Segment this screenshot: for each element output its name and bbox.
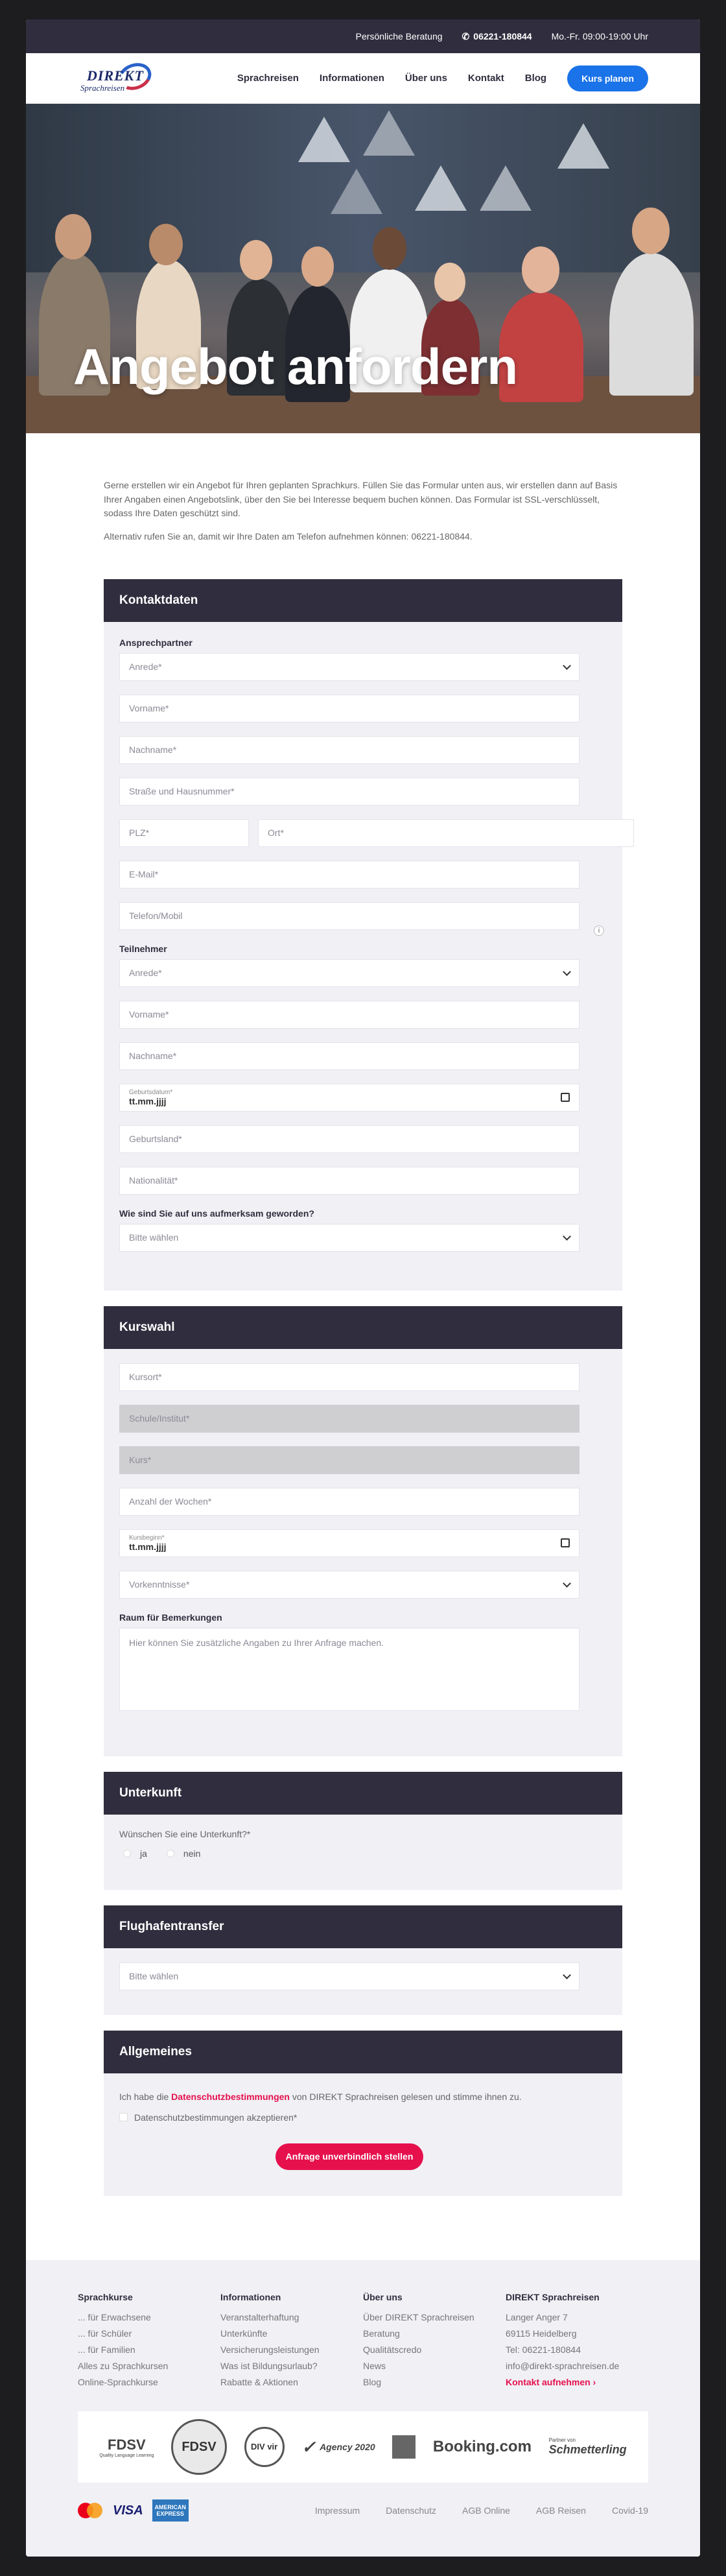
logo[interactable]	[78, 61, 156, 96]
phone-number: 06221-180844	[473, 31, 532, 42]
footer-col-information	[220, 2289, 363, 2391]
wall-triangle	[480, 165, 532, 211]
accommodation-section-title: Unterkunft	[104, 1772, 622, 1815]
logo-main-text: DIREKT	[87, 67, 144, 84]
birthdate-label: Geburtsdatum*	[129, 1088, 173, 1096]
accommodation-section	[104, 1772, 622, 1890]
prior-knowledge-value: Vorkenntnisse*	[129, 1579, 190, 1590]
visa-icon: VISA	[113, 2503, 143, 2518]
chevron-down-icon	[563, 1971, 571, 1979]
footer-link[interactable]: Rabatte & Aktionen	[220, 2377, 298, 2387]
wall-triangle	[298, 117, 350, 162]
email-input[interactable]: E-Mail*	[119, 861, 580, 888]
hero-person-head	[373, 227, 406, 270]
weeks-input[interactable]: Anzahl der Wochen*	[119, 1488, 580, 1516]
fdsv-logo	[99, 2437, 154, 2458]
square-logo	[392, 2435, 416, 2459]
privacy-checkbox-label: Datenschutzbestimmungen akzeptieren*	[134, 2112, 298, 2123]
source-label: Wie sind Sie auf uns aufmerksam geworden?	[119, 1208, 314, 1219]
footer-col-company	[506, 2289, 648, 2391]
city-input[interactable]: Ort*	[258, 819, 634, 847]
contact-cta-label: Kontakt aufnehmen	[506, 2377, 591, 2387]
consent-pre: Ich habe die	[119, 2091, 172, 2102]
info-icon[interactable]: i	[594, 925, 604, 936]
school-input: Schule/Institut*	[119, 1405, 580, 1433]
footer-col-title: Sprachkurse	[78, 2292, 133, 2302]
transfer-section-title: Flughafentransfer	[104, 1905, 622, 1948]
terms-travel-link[interactable]: AGB Reisen	[535, 2505, 586, 2516]
hero-person-head	[434, 263, 465, 302]
intro-paragraph: Gerne erstellen wir ein Angebot für Ihren geplanten Sprachkurs. Füllen Sie das Formular unten aus, wir erstellen dann auf Basis Ihrer Angaben einen Angebotslink, über den Sie bei Interesse bequem buchen können. Das Formular ist SSL-verschlüsselt, sodass Ihre Daten geschützt sind.	[104, 480, 618, 519]
page-frame	[26, 19, 700, 2557]
course-start-input[interactable]	[119, 1529, 580, 1557]
accommodation-question: Wünschen Sie eine Unterkunft?*	[119, 1828, 251, 1839]
top-bar	[26, 19, 700, 53]
salutation-value: Anrede*	[129, 662, 162, 673]
footer-email[interactable]: info@direkt-sprachreisen.de	[506, 2361, 620, 2371]
hero-person-head	[240, 240, 272, 280]
amex-icon: AMERICAN EXPRESS	[152, 2499, 189, 2522]
privacy-consent-text	[119, 2092, 580, 2102]
contact-person-label: Ansprechpartner	[119, 637, 193, 648]
chevron-down-icon	[563, 968, 571, 976]
footer-col-courses	[78, 2289, 220, 2391]
participant-salutation-value: Anrede*	[129, 968, 162, 979]
course-location-input[interactable]: Kursort*	[119, 1363, 580, 1391]
wall-triangle	[415, 165, 467, 211]
privacy-checkbox[interactable]	[119, 2112, 580, 2123]
footer-link[interactable]: Versicherungsleistungen	[220, 2344, 320, 2355]
birthdate-input[interactable]	[119, 1084, 580, 1112]
hero-person-head	[522, 246, 559, 293]
participant-salutation-select[interactable]	[119, 959, 580, 987]
footer-link[interactable]: Veranstalterhaftung	[220, 2312, 299, 2322]
footer-link[interactable]: ... für Erwachsene	[78, 2312, 151, 2322]
partner-logos	[78, 2411, 648, 2483]
plan-course-button[interactable]: Kurs planen	[567, 66, 648, 91]
radio-yes-label: ja	[140, 1848, 147, 1859]
chevron-down-icon	[563, 662, 571, 670]
footer-link[interactable]: ... für Schüler	[78, 2328, 132, 2339]
nationality-input[interactable]: Nationalität*	[119, 1167, 580, 1195]
schmetterling-logo-text: Schmetterling	[548, 2443, 627, 2456]
wall-triangle	[331, 169, 382, 214]
footer-address: Langer Anger 7	[506, 2312, 568, 2322]
phone-link[interactable]	[462, 31, 532, 42]
footer-col-about	[363, 2289, 506, 2391]
footer-col-title: Informationen	[220, 2292, 281, 2302]
mastercard-icon	[78, 2502, 104, 2519]
consent-post: von DIREKT Sprachreisen gelesen und stimme ihnen zu.	[289, 2091, 522, 2102]
menu-item-blog[interactable]: Blog	[524, 73, 547, 84]
booking-logo: Booking.com	[432, 2438, 532, 2455]
footer-col-title: Über uns	[363, 2292, 403, 2302]
privacy-link[interactable]: Datenschutzbestimmungen	[171, 2091, 290, 2102]
footer-link[interactable]: Blog	[363, 2377, 382, 2387]
menu-item-informationen[interactable]: Informationen	[319, 73, 384, 84]
radio-circle-icon	[167, 1850, 174, 1857]
phone-input[interactable]: Telefon/Mobil	[119, 902, 580, 930]
fdsv-logo-text: FDSV	[108, 2436, 146, 2453]
course-input: Kurs*	[119, 1446, 580, 1474]
remarks-textarea[interactable]: Hier können Sie zusätzliche Angaben zu Ihrer Anfrage machen.	[119, 1628, 580, 1711]
hero-person-head	[301, 246, 334, 287]
birthdate-value: tt.mm.jjjj	[129, 1095, 167, 1106]
general-section	[104, 2031, 622, 2196]
hero-person-head	[149, 224, 183, 265]
accommodation-no-radio[interactable]	[167, 1848, 200, 1859]
hero-person-head	[632, 208, 670, 254]
radio-no-label: nein	[183, 1848, 201, 1859]
chevron-down-icon	[563, 1579, 571, 1588]
phone-icon: ✆	[462, 30, 470, 42]
wall-triangle	[557, 123, 609, 169]
hero-image	[26, 104, 700, 433]
hero-person-head	[55, 214, 91, 259]
contact-section-title: Kontaktdaten	[104, 579, 622, 622]
schmetterling-logo	[549, 2437, 627, 2457]
footer-col-title: DIREKT Sprachreisen	[506, 2292, 600, 2302]
contact-cta-link[interactable]	[506, 2374, 648, 2391]
intro-phone-paragraph: Alternativ rufen Sie an, damit wir Ihre Daten am Telefon aufnehmen können: 06221-180844.	[104, 531, 473, 542]
general-section-title: Allgemeines	[104, 2031, 622, 2073]
calendar-icon[interactable]	[561, 1538, 570, 1547]
accommodation-yes-radio[interactable]	[123, 1848, 147, 1859]
last-name-input[interactable]: Nachname*	[119, 736, 580, 764]
footer-link[interactable]: Was ist Bildungsurlaub?	[220, 2361, 318, 2371]
first-name-input[interactable]: Vorname*	[119, 695, 580, 722]
footer-link[interactable]: ... für Familien	[78, 2344, 135, 2355]
course-section-title: Kurswahl	[104, 1306, 622, 1349]
calendar-icon[interactable]	[561, 1093, 570, 1102]
footer-link[interactable]: News	[363, 2361, 386, 2371]
payment-methods	[78, 2499, 189, 2522]
footer-link[interactable]: Online-Sprachkurse	[78, 2377, 158, 2387]
footer-link[interactable]: Unterkünfte	[220, 2328, 268, 2339]
footer-link[interactable]: Alles zu Sprachkursen	[78, 2361, 169, 2371]
footer-link[interactable]: Qualitätscredo	[363, 2344, 422, 2355]
menu-item-sprachreisen[interactable]: Sprachreisen	[237, 73, 299, 84]
participant-first-name-input[interactable]: Vorname*	[119, 1001, 580, 1029]
participant-last-name-input[interactable]: Nachname*	[119, 1042, 580, 1070]
remarks-label: Raum für Bemerkungen	[119, 1612, 222, 1623]
main-nav	[26, 53, 700, 104]
consult-link[interactable]: Persönliche Beratung	[355, 31, 443, 42]
menu-item-kontakt[interactable]: Kontakt	[467, 73, 504, 84]
submit-request-button[interactable]: Anfrage unverbindlich stellen	[275, 2143, 423, 2170]
course-start-value: tt.mm.jjjj	[129, 1541, 167, 1552]
transfer-select[interactable]	[119, 1962, 580, 1990]
page-title: Angebot anfordern	[73, 338, 517, 395]
source-select[interactable]	[119, 1224, 580, 1252]
footer	[26, 2260, 700, 2557]
menu	[237, 66, 648, 91]
contact-section	[104, 579, 622, 1291]
street-input[interactable]: Straße und Hausnummer*	[119, 778, 580, 805]
course-start-label: Kursbeginn*	[129, 1534, 165, 1542]
prior-knowledge-select[interactable]	[119, 1571, 580, 1599]
imprint-link[interactable]: Impressum	[314, 2505, 360, 2516]
div-vir-logo: DIV vir	[244, 2427, 285, 2467]
source-value: Bitte wählen	[129, 1232, 179, 1243]
checkbox-icon	[119, 2113, 128, 2121]
terms-online-link[interactable]: AGB Online	[462, 2505, 510, 2516]
schmetterling-subtext: Partner von	[548, 2437, 576, 2443]
opening-hours: Mo.-Fr. 09:00-19:00 Uhr	[551, 31, 648, 42]
footer-link[interactable]: Über DIREKT Sprachreisen	[363, 2312, 474, 2322]
radio-circle-icon	[123, 1850, 131, 1857]
logo-sub-text: Sprachreisen	[80, 82, 125, 93]
zip-input[interactable]: PLZ*	[119, 819, 249, 847]
check-icon: ✓	[301, 2437, 316, 2457]
birth-country-input[interactable]: Geburtsland*	[119, 1125, 580, 1153]
agency-award-logo	[301, 2437, 375, 2457]
footer-address: 69115 Heidelberg	[506, 2328, 577, 2339]
participant-label: Teilnehmer	[119, 943, 167, 954]
covid-link[interactable]: Covid-19	[611, 2505, 648, 2516]
chevron-right-icon: ›	[592, 2377, 596, 2387]
menu-item-ueber-uns[interactable]: Über uns	[404, 73, 447, 84]
footer-link[interactable]: Beratung	[363, 2328, 400, 2339]
transfer-section	[104, 1905, 622, 2015]
chevron-down-icon	[563, 1232, 571, 1241]
legal-links	[315, 2505, 648, 2516]
footer-phone[interactable]: Tel: 06221-180844	[506, 2344, 581, 2355]
fdsv-seal-logo: FDSV	[171, 2419, 227, 2475]
hero-person	[609, 253, 694, 396]
privacy-policy-link[interactable]: Datenschutz	[386, 2505, 436, 2516]
fdsv-logo-subtext: Quality Language Learning	[99, 2453, 154, 2458]
salutation-select[interactable]	[119, 653, 580, 681]
course-section	[104, 1306, 622, 1756]
agency-award-text: Agency 2020	[320, 2442, 375, 2452]
transfer-value: Bitte wählen	[129, 1971, 179, 1982]
intro-text	[26, 433, 700, 544]
wall-triangle	[363, 110, 415, 156]
